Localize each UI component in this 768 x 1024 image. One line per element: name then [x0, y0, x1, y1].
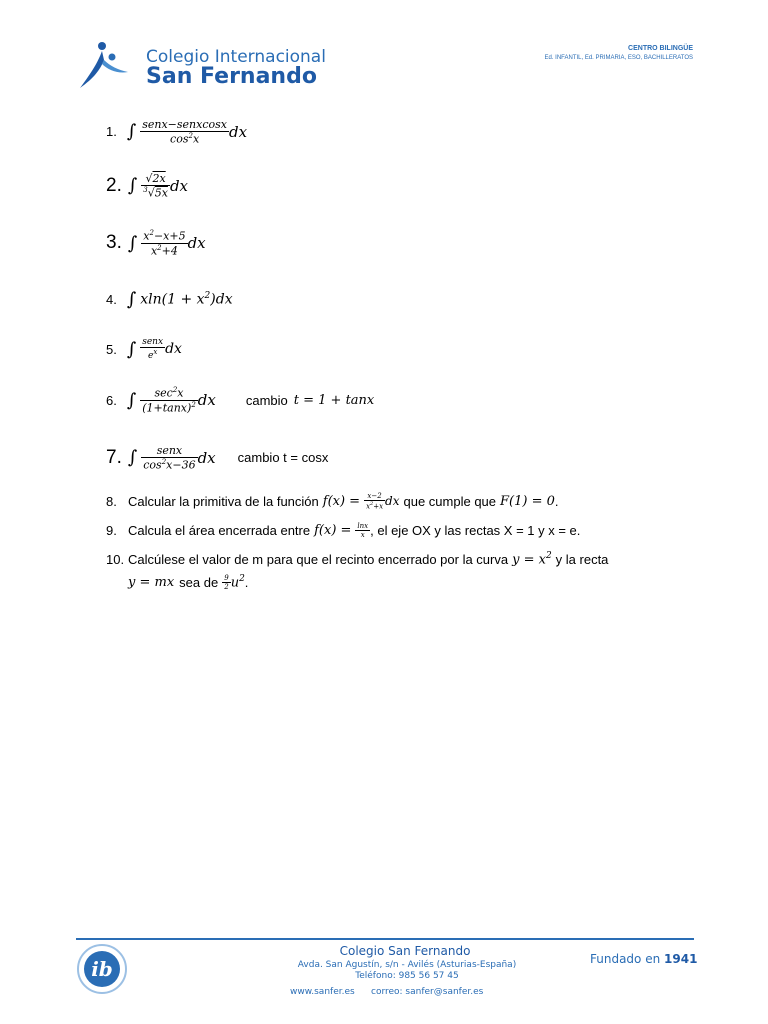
fraction	[140, 118, 229, 146]
differential: dx	[385, 494, 400, 509]
exercise-number: 4.	[106, 292, 117, 307]
footer-phone: Teléfono: 985 56 57 45	[355, 971, 459, 981]
differential: dx	[187, 234, 206, 253]
denominator: $e^x$	[148, 348, 158, 361]
ib-world-school-logo-icon	[76, 943, 128, 995]
fraction	[222, 574, 230, 591]
exercise-number: 5.	[106, 341, 117, 357]
differential: dx	[165, 341, 182, 357]
line-expr: y = mx	[128, 575, 175, 590]
exercise-2	[106, 172, 188, 200]
numerator: $x^2-x+5$	[143, 229, 186, 243]
exercise-9	[106, 522, 580, 539]
function-name: f(x) =	[314, 523, 352, 538]
exercise-number: 8.	[106, 493, 117, 509]
exercise-number: 7.	[106, 446, 122, 468]
numerator: 9	[224, 574, 229, 582]
denominator: $\cos^2x-36$	[143, 458, 196, 472]
denominator: $^3$√5x	[143, 186, 168, 200]
integral-sign: ∫	[126, 289, 137, 310]
exercise-number: 10.	[106, 551, 125, 567]
function-name: f(x) =	[322, 493, 361, 509]
exercise-5	[106, 337, 182, 361]
footer-divider	[76, 938, 694, 940]
exercise-number: 2.	[106, 174, 122, 196]
footer-school-name: Colegio San Fernando	[339, 944, 471, 958]
denominator: $x^2+4$	[150, 243, 178, 258]
exercise-number: 3.	[106, 232, 122, 254]
denominator: $x^2+x$	[366, 501, 384, 511]
exercise-number: 9.	[106, 523, 117, 538]
denominator: 2	[224, 583, 229, 591]
exercise-text-2: , el eje OX y las rectas X = 1 y x = e.	[370, 523, 581, 538]
centro-bilingue-title: CENTRO BILINGÜE	[628, 45, 693, 52]
footer-email-link[interactable]: correo: sanfer@sanfer.es	[371, 987, 484, 997]
svg-text:ib: ib	[91, 957, 113, 981]
exercise-text: Calcula el área encerrada entre	[128, 523, 311, 538]
differential: dx	[197, 391, 216, 410]
centro-levels: Ed. INFANTIL, Ed. PRIMARIA, ESO, BACHILLERATOS	[544, 55, 693, 61]
exercise-3	[106, 229, 206, 257]
fraction	[141, 444, 197, 472]
exercise-6	[106, 386, 374, 414]
integral-sign: ∫	[127, 447, 138, 469]
exercise-8	[106, 492, 559, 510]
fraction	[355, 522, 370, 539]
founded-text: Fundado en 1941	[590, 952, 698, 966]
numerator: $\sec^2x$	[140, 386, 198, 401]
exercise-text-2: y la recta	[555, 551, 609, 567]
exercise-number: 6.	[106, 392, 117, 408]
differential: dx	[169, 176, 188, 195]
exercise-1	[106, 118, 247, 146]
fraction	[364, 492, 385, 510]
denominator: $(1+\tan x)^2$	[142, 400, 196, 415]
numerator: x−2	[364, 492, 385, 501]
condition: F(1) = 0	[500, 493, 555, 509]
fraction	[140, 337, 165, 361]
denominator: $\cos^2x$	[170, 132, 200, 146]
numerator: √2x	[141, 172, 170, 186]
area-unit: $u^2$	[230, 574, 245, 591]
numerator: senx−senxcosx	[142, 118, 227, 131]
substitution-label: cambio	[245, 392, 288, 408]
exercise-10	[106, 551, 608, 567]
curve-expr: $y = x^2$	[512, 551, 552, 568]
numerator: lnx	[357, 522, 369, 530]
fraction	[140, 386, 198, 414]
period: .	[244, 575, 249, 590]
footer-website-link[interactable]: www.sanfer.es	[290, 987, 355, 997]
period: .	[554, 493, 559, 509]
exercise-7	[106, 444, 328, 472]
exercise-text-2: que cumple que	[403, 493, 497, 509]
school-name-line1: Colegio Internacional	[146, 47, 326, 67]
differential: dx	[228, 122, 248, 141]
fraction	[141, 229, 187, 257]
footer-address: Avda. San Agustín, s/n - Avilés (Asturias-España)	[297, 960, 517, 970]
integrand: $xln(1 + x^2)dx$	[140, 291, 233, 308]
numerator: senx	[142, 337, 164, 347]
substitution-text: cambio t = cosx	[237, 450, 329, 466]
fraction	[141, 172, 170, 200]
integral-sign: ∫	[126, 338, 137, 360]
substitution-expr: t = 1 + tanx	[293, 392, 375, 408]
exercise-4	[106, 289, 233, 310]
denominator: x	[360, 531, 365, 539]
integral-sign: ∫	[127, 175, 138, 197]
integral-sign: ∫	[126, 121, 137, 143]
integral-sign: ∫	[127, 232, 138, 254]
school-logo-icon	[78, 40, 130, 90]
exercise-text: Calcúlese el valor de m para que el recinto encerrado por la curva	[128, 551, 509, 567]
integral-sign: ∫	[126, 389, 137, 411]
exercise-10-continued	[128, 574, 248, 591]
exercise-number: 1.	[106, 124, 117, 140]
exercise-text: Calcular la primitiva de la función	[128, 493, 319, 509]
differential: dx	[197, 448, 216, 467]
school-name-line2: San Fernando	[146, 64, 317, 89]
numerator: senx	[141, 444, 197, 458]
exercise-text-3: sea de	[179, 575, 219, 590]
